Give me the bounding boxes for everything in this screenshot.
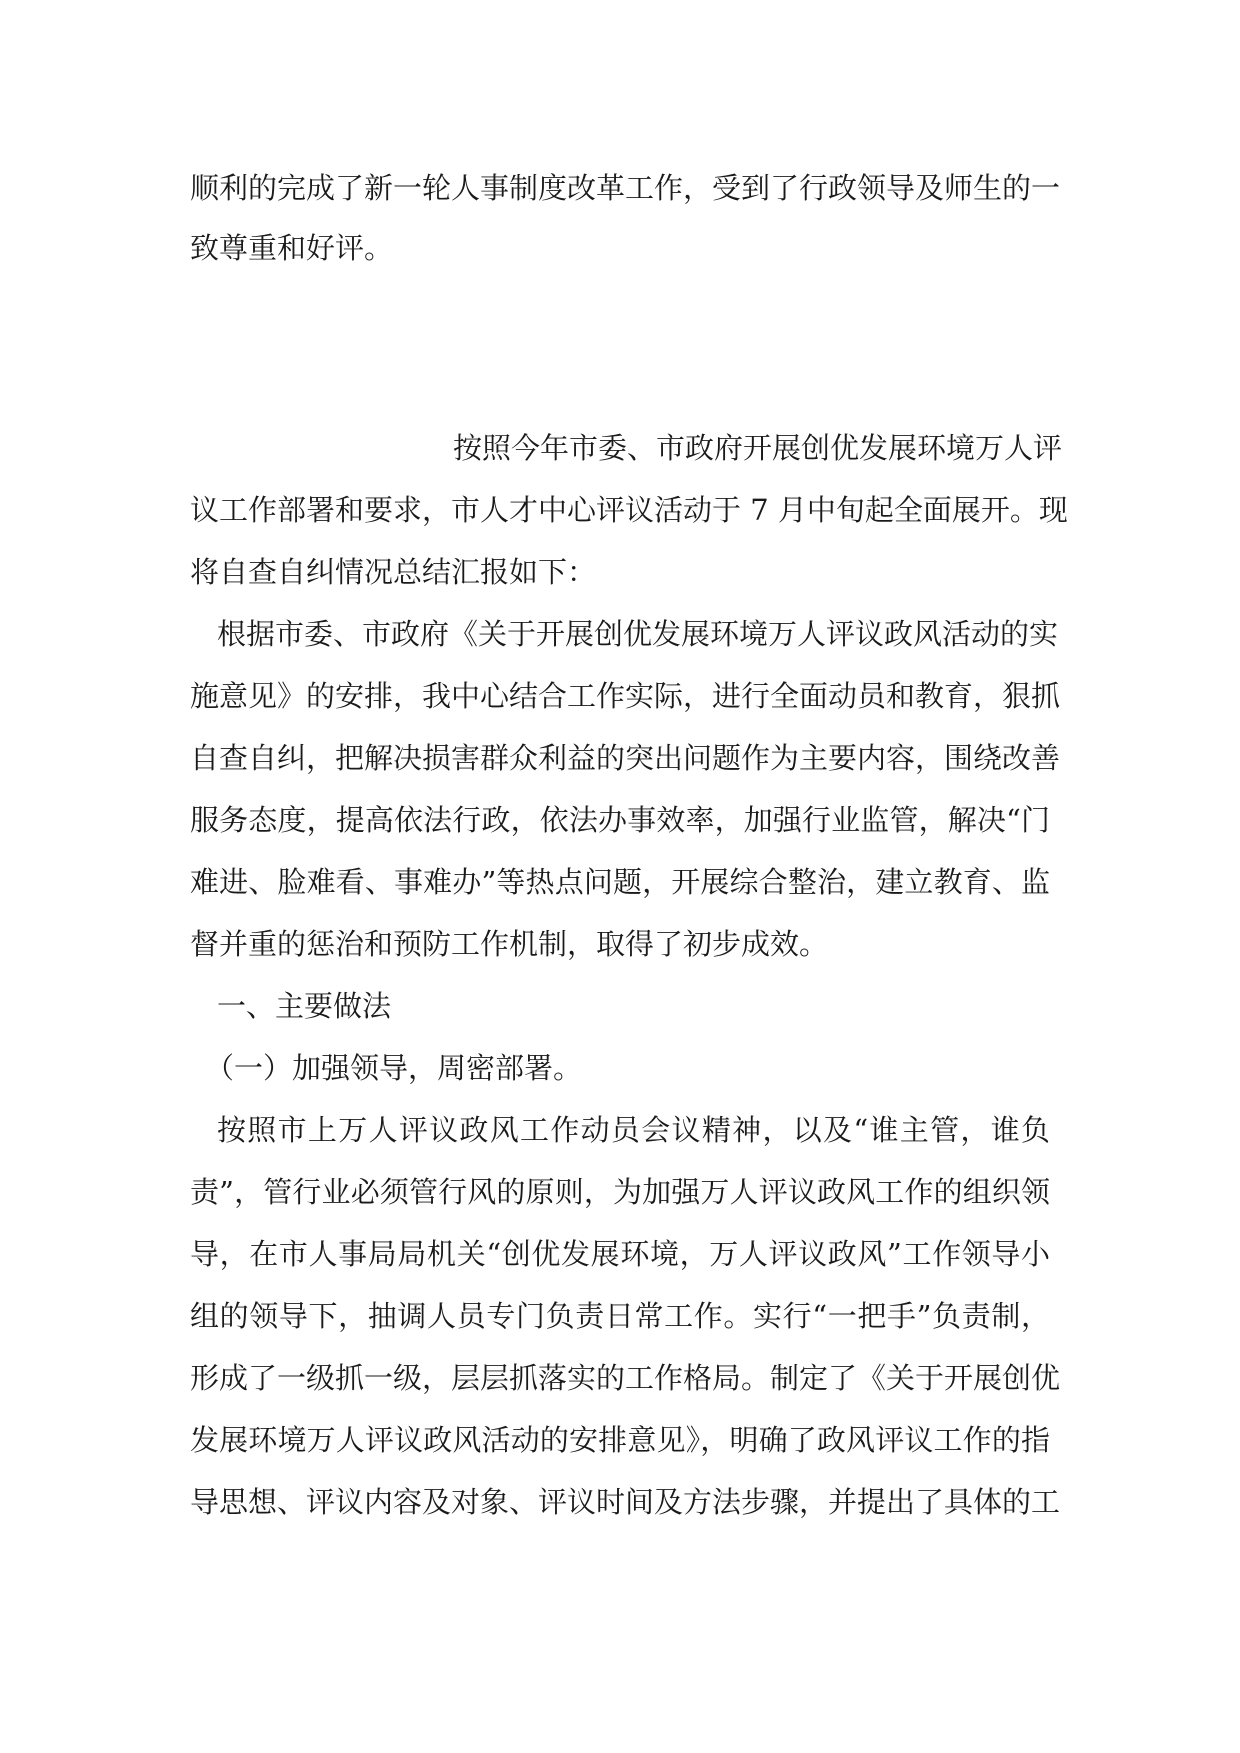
text-line: 难进、脸难看、事难办”等热点问题，开展综合整治，建立教育、监 — [190, 865, 1050, 899]
text-line: 导思想、评议内容及对象、评议时间及方法步骤，并提出了具体的工 — [190, 1485, 1061, 1519]
text-line: 顺利的完成了新一轮人事制度改革工作，受到了行政领导及师生的一 — [190, 171, 1061, 205]
section-heading: 一、主要做法 — [217, 989, 392, 1023]
text-line: 将自查自纠情况总结汇报如下： — [190, 555, 597, 589]
text-line: 组的领导下，抽调人员专门负责日常工作。实行“一把手”负责制， — [190, 1299, 1050, 1333]
subsection-heading: （一）加强领导，周密部署。 — [205, 1051, 583, 1085]
text-line: 施意见》的安排，我中心结合工作实际，进行全面动员和教育，狠抓 — [190, 679, 1061, 713]
text-line: 按照市上万人评议政风工作动员会议精神，以及“谁主管，谁负 — [217, 1113, 1050, 1147]
text-line: 按照今年市委、市政府开展创优发展环境万人评 — [453, 431, 1063, 465]
text-line: 督并重的惩治和预防工作机制，取得了初步成效。 — [190, 927, 829, 961]
text-line: 根据市委、市政府《关于开展创优发展环境万人评议政风活动的实 — [217, 617, 1059, 651]
text-line: 服务态度，提高依法行政，依法办事效率，加强行业监管，解决“门 — [190, 803, 1050, 837]
text-line: 责”，管行业必须管行风的原则，为加强万人评议政风工作的组织领 — [190, 1175, 1050, 1209]
text-line: 自查自纠，把解决损害群众利益的突出问题作为主要内容，围绕改善 — [190, 741, 1061, 775]
text-line: 议工作部署和要求，市人才中心评议活动于 7 月中旬起全面展开。现 — [190, 493, 1068, 527]
text-line: 发展环境万人评议政风活动的安排意见》，明确了政风评议工作的指 — [190, 1423, 1050, 1457]
text-line: 导，在市人事局局机关“创优发展环境，万人评议政风”工作领导小 — [190, 1237, 1050, 1271]
text-line: 致尊重和好评。 — [190, 231, 394, 265]
text-line: 形成了一级抓一级，层层抓落实的工作格局。制定了《关于开展创优 — [190, 1361, 1061, 1395]
